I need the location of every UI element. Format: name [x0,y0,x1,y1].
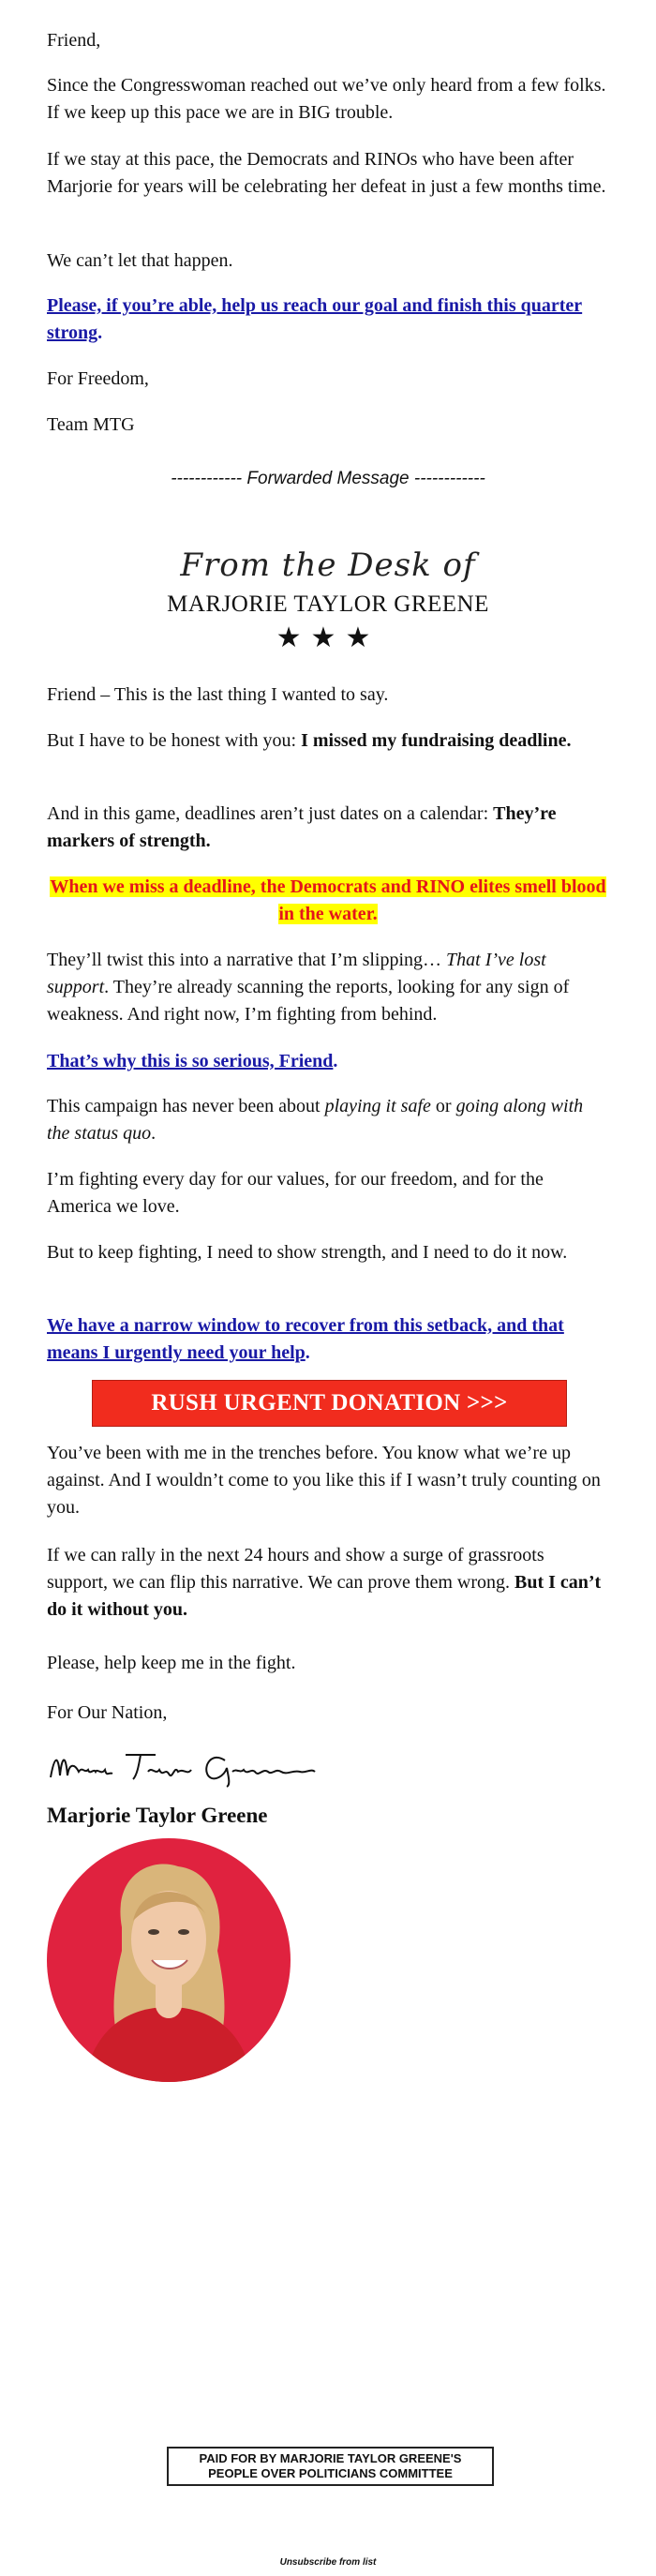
highlighted-warning: When we miss a deadline, the Democrats and RINO elites smell blood in the water. [50,876,606,924]
letter-paragraph-8: You’ve been with me in the trenches before. You know what we’re up against. And I wouldn’t come to you like this if I wasn’t truly counting on you. [47,1443,601,1518]
greeting: Friend, [47,30,101,51]
serious-friend-link[interactable]: That’s why this is so serious, Friend [47,1051,334,1071]
narrow-window-link[interactable]: We have a narrow window to recover from this setback, and that means I urgently need your help [47,1315,564,1363]
intro-paragraph-1: Since the Congresswoman reached out we’ve only heard from a few folks. If we keep up this pace we are in BIG trouble. [47,75,606,123]
letter-paragraph-7: But to keep fighting, I need to show strength, and I need to do it now. [47,1242,568,1263]
letter-closing: For Our Nation, [47,1702,168,1723]
scanning-text: . They’re already scanning the reports, looking for any sign of weakness. And right now, I’m fighting from behind. [47,977,570,1025]
intro-signoff: Team MTG [47,414,135,435]
markers-text: They’re markers of strength. [47,803,557,851]
letter-paragraph-1: Friend – This is the last thing I wanted to say. [47,684,389,705]
letter-paragraph-4 [47,947,609,1028]
letter-paragraph-3 [47,801,609,855]
intro-link-paragraph [47,292,609,347]
link-period: . [333,1051,338,1071]
rally-text: If we can rally in the next 24 hours and show a surge of grassroots support, we can flip this narrative. We can prove them wrong. [47,1545,544,1593]
donate-button[interactable]: RUSH URGENT DONATION >>> [92,1380,567,1427]
intro-paragraph-3: We can’t let that happen. [47,250,233,271]
link-period: . [97,322,103,343]
missed-deadline-text: I missed my fundraising deadline. [301,730,572,751]
intro-closing: For Freedom, [47,368,149,389]
calendar-text: And in this game, deadlines aren’t just dates on a calendar: [47,803,494,824]
intro-paragraph-2: If we stay at this pace, the Democrats and RINOs who have been after Marjorie for years will be celebrating her defeat in just a few months time. [47,149,606,197]
forwarded-message-divider: ------------ Forwarded Message ------------ [171,469,485,488]
unsubscribe-link[interactable]: Unsubscribe from list [279,2557,377,2568]
without-you-text: But I can’t do it without you. [47,1572,602,1620]
letter-link-paragraph-1 [47,1048,609,1075]
paid-for-disclaimer [167,2447,494,2486]
playing-safe-text: playing it safe [324,1096,431,1116]
lost-support-text: That I’ve lost support [47,950,546,997]
highlight-block [47,874,609,928]
letter-paragraph-9 [47,1542,609,1624]
desk-script-heading: From the Desk of [180,547,476,584]
letter-paragraph-2 [47,727,609,755]
letter-paragraph-5 [47,1093,609,1147]
or-text: or [430,1096,456,1116]
signer-name: Marjorie Taylor Greene [47,1804,268,1827]
handwritten-signature [47,1744,319,1789]
desk-name-heading: MARJORIE TAYLOR GREENE [167,592,489,617]
reach-goal-link[interactable]: Please, if you’re able, help us reach our goal and finish this quarter strong [47,295,583,343]
deadline-intro: But I have to be honest with you: [47,730,302,751]
letter-paragraph-6: I’m fighting every day for our values, for our freedom, and for the America we love. [47,1169,544,1217]
campaign-text: This campaign has never been about [47,1096,325,1116]
letter-paragraph-10: Please, help keep me in the fight. [47,1653,296,1673]
paid-line-1: PAID FOR BY MARJORIE TAYLOR GREENE'S [199,2451,462,2465]
link-period: . [305,1342,310,1363]
narrative-text: They’ll twist this into a narrative that I’m slipping… [47,950,447,970]
letter-link-paragraph-2 [47,1312,609,1367]
period-text: . [151,1123,157,1144]
profile-photo [47,1838,291,2082]
paid-line-2: PEOPLE OVER POLITICIANS COMMITTEE [208,2466,453,2480]
status-quo-text: going along with the status quo [47,1096,584,1144]
stars-decoration: ★★★ [276,622,380,653]
